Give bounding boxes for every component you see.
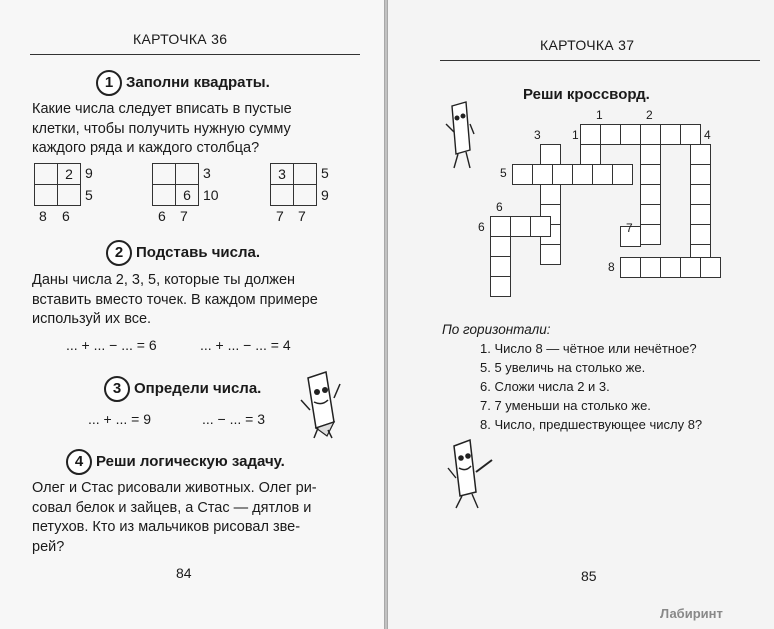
crossword-number: 5: [500, 166, 507, 180]
crossword-cell[interactable]: [552, 164, 573, 185]
square-cell[interactable]: 6: [176, 185, 199, 206]
crossword-number: 1: [572, 128, 579, 142]
crossword-number: 4: [704, 128, 711, 142]
crossword-cell[interactable]: [540, 144, 561, 165]
pencil-mascot-icon: [296, 370, 342, 440]
text-line: используй их все.: [32, 311, 152, 327]
crossword-cell[interactable]: [680, 124, 701, 145]
crossword-cell[interactable]: [620, 257, 641, 278]
crossword-cell[interactable]: [510, 216, 531, 237]
magic-square-3: [270, 163, 317, 206]
task-4-number: 4: [66, 449, 92, 475]
crossword-cell[interactable]: [620, 124, 641, 145]
crossword-cell[interactable]: [512, 164, 533, 185]
crossword-cell[interactable]: [540, 244, 561, 265]
crossword-cell[interactable]: [532, 164, 553, 185]
col-sum: 7: [180, 208, 188, 224]
crossword-cell[interactable]: [592, 164, 613, 185]
square-cell[interactable]: [153, 164, 176, 185]
crossword-cell[interactable]: [600, 124, 621, 145]
clue-item: 7. 7 уменьши на столько же.: [480, 398, 651, 413]
task-2-text: [32, 271, 318, 330]
square-cell[interactable]: [58, 185, 81, 206]
task-3-number: 3: [104, 376, 130, 402]
page-number-left: 84: [176, 565, 192, 581]
square-cell[interactable]: [153, 185, 176, 206]
crossword-cell[interactable]: [640, 144, 661, 165]
task-1-text: [32, 100, 292, 159]
magic-square-1: [34, 163, 81, 206]
crossword-number: 3: [534, 128, 541, 142]
square-cell[interactable]: [176, 164, 199, 185]
crossword-cell[interactable]: [690, 204, 711, 225]
clue-item: 8. Число, предшествующее числу 8?: [480, 417, 703, 432]
card-36-header: КАРТОЧКА 36: [133, 31, 228, 47]
task-4-title: Реши логическую задачу.: [96, 453, 285, 470]
magic-square-2: [152, 163, 199, 206]
row-sum: 5: [321, 165, 329, 181]
crossword-cell[interactable]: [640, 224, 661, 245]
crossword-cell[interactable]: [640, 184, 661, 205]
clue-item: 5. 5 увеличь на столько же.: [480, 360, 646, 375]
square-cell[interactable]: 3: [271, 164, 294, 185]
watermark-logo: Лабиринт: [660, 606, 723, 621]
text-line: Даны числа 2, 3, 5, которые ты должен: [32, 272, 296, 288]
text-line: каждого ряда и каждого столбца?: [32, 140, 260, 156]
crossword-cell[interactable]: [580, 124, 601, 145]
text-line: совал белок и зайцев, а Стас — дятлов и: [32, 499, 312, 516]
crossword-cell[interactable]: [690, 144, 711, 165]
text-line: Какие числа следует вписать в пустые: [32, 101, 292, 117]
text-line: петухов. Кто из мальчиков рисовал зве-: [32, 519, 301, 535]
task-1-title: Заполни квадраты.: [126, 74, 270, 91]
square-cell[interactable]: [294, 185, 317, 206]
crossword-cell[interactable]: [612, 164, 633, 185]
row-sum: 10: [203, 187, 219, 203]
pencil-mascot-icon: [446, 438, 494, 512]
crossword-cell[interactable]: [490, 276, 511, 297]
square-cell[interactable]: [35, 164, 58, 185]
text-line: Олег и Стас рисовали животных. Олег ри-: [32, 480, 317, 496]
crossword-number: 2: [646, 108, 653, 122]
col-sum: 6: [158, 208, 166, 224]
crossword-number: 6: [478, 220, 485, 234]
row-sum: 5: [85, 187, 93, 203]
crossword-cell[interactable]: [640, 204, 661, 225]
crossword-title: Реши кроссворд.: [523, 86, 650, 103]
example: ... + ... − ... = 4: [200, 337, 291, 353]
col-sum: 7: [298, 208, 306, 224]
crossword-cell[interactable]: [680, 257, 701, 278]
crossword-cell[interactable]: [690, 224, 711, 245]
pencil-mascot-icon: [444, 100, 476, 172]
crossword-cell[interactable]: [490, 256, 511, 277]
row-sum: 9: [85, 165, 93, 181]
crossword-cell[interactable]: [660, 124, 681, 145]
square-cell[interactable]: 2: [58, 164, 81, 185]
crossword-cell[interactable]: [490, 216, 511, 237]
crossword-cell[interactable]: [640, 257, 661, 278]
text-line: рей?: [32, 538, 65, 555]
crossword-number: 7: [626, 221, 633, 235]
crossword-cell[interactable]: [540, 184, 561, 205]
col-sum: 7: [276, 208, 284, 224]
task-2-title: Подставь числа.: [136, 244, 261, 261]
crossword-cell[interactable]: [640, 124, 661, 145]
crossword-cell[interactable]: [572, 164, 593, 185]
crossword-cell[interactable]: [690, 184, 711, 205]
crossword-cell[interactable]: [640, 164, 661, 185]
task-3-title: Определи числа.: [134, 380, 262, 397]
square-cell[interactable]: [294, 164, 317, 185]
clue-item: 6. Сложи числа 2 и 3.: [480, 379, 610, 394]
header-rule-left: [30, 54, 360, 55]
crossword-number: 6: [496, 200, 503, 214]
text-line: клетки, чтобы получить нужную сумму: [32, 120, 291, 137]
crossword-cell[interactable]: [490, 236, 511, 257]
crossword-number: 1: [596, 108, 603, 122]
row-sum: 3: [203, 165, 211, 181]
task-4-text: [32, 479, 317, 557]
example: ... + ... = 9: [88, 411, 152, 427]
row-sum: 9: [321, 187, 329, 203]
page-number-right: 85: [581, 568, 597, 584]
crossword-cell[interactable]: [580, 144, 601, 165]
example: ... + ... − ... = 6: [66, 337, 157, 353]
task-1-number: 1: [96, 70, 122, 96]
crossword-cell[interactable]: [690, 164, 711, 185]
text-line: вставить вместо точек. В каждом примере: [32, 291, 318, 308]
crossword-cell[interactable]: [660, 257, 681, 278]
col-sum: 8: [39, 208, 47, 224]
across-heading: По горизонтали:: [442, 322, 551, 337]
col-sum: 6: [62, 208, 70, 224]
crossword-cell[interactable]: [700, 257, 721, 278]
square-cell[interactable]: [271, 185, 294, 206]
task-2-number: 2: [106, 240, 132, 266]
square-cell[interactable]: [35, 185, 58, 206]
example: ... − ... = 3: [202, 411, 266, 427]
crossword-cell[interactable]: [530, 216, 551, 237]
clue-item: 1. Число 8 — чётное или нечётное?: [480, 341, 697, 356]
crossword-number: 8: [608, 260, 615, 274]
header-rule-right: [440, 60, 760, 61]
card-37-header: КАРТОЧКА 37: [540, 37, 635, 53]
